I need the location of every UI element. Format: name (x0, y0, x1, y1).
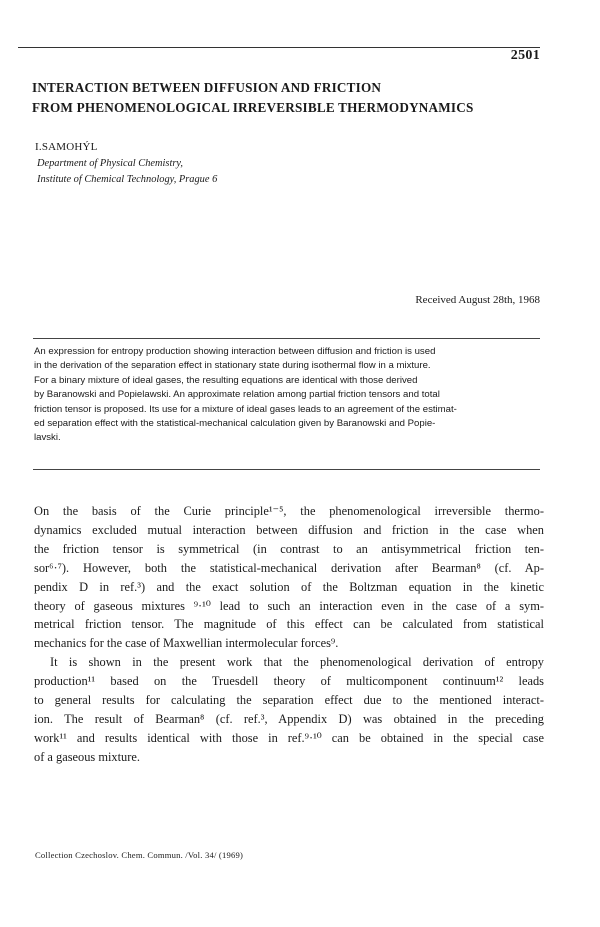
body-line: pendix D in ref.³) and the exact solution of the Boltzman equation in the kinetic (34, 579, 544, 594)
article-title (32, 78, 552, 118)
author-affiliation (37, 156, 217, 188)
header-rule (18, 47, 540, 48)
body-line: ion. The result of Bearman⁸ (cf. ref.³, Appendix D) was obtained in the preceding (34, 711, 544, 726)
affiliation-line: Department of Physical Chemistry, (37, 158, 184, 169)
abstract-line: For a binary mixture of ideal gases, the resulting equations are identical with those derived (34, 374, 418, 386)
abstract-line: by Baranowski and Popielawski. An approximate relation among partial friction tensors and total (34, 389, 440, 401)
abstract (34, 345, 540, 446)
body-line: On the basis of the Curie principle¹⁻⁵, the phenomenological irreversible thermo- (34, 504, 544, 518)
abstract-line: ed separation effect with the statistical-mechanical calculation given by Baranowski and Popie- (34, 418, 436, 430)
title-line: FROM PHENOMENOLOGICAL IRREVERSIBLE THERMODYNAMICS (32, 100, 474, 115)
body-line: dynamics excluded mutual interaction between diffusion and friction in the case when (34, 522, 544, 537)
body-line: to general results for calculating the separation effect due to the mentioned interact- (34, 693, 544, 708)
abstract-line: in the derivation of the separation effect in stationary state during isothermal flow in a mixture. (34, 360, 431, 372)
body-line: mechanics for the case of Maxwellian intermolecular forces⁹. (34, 636, 339, 651)
received-date: Received August 28th, 1968 (415, 294, 540, 306)
abstract-rule-top (33, 338, 540, 339)
abstract-line: lavski. (34, 432, 61, 444)
body-text (34, 502, 544, 767)
body-line: metrical friction tensor. The magnitude of this effect can be calculated from statistical (34, 617, 544, 632)
abstract-line: An expression for entropy production showing interaction between diffusion and friction is used (34, 346, 436, 357)
body-line: It is shown in the present work that the phenomenological derivation of entropy (50, 655, 544, 670)
body-line: the friction tensor is symmetrical (in contrast to an antisymmetrical friction ten- (34, 541, 544, 556)
affiliation-line: Institute of Chemical Technology, Prague 6 (37, 174, 218, 185)
title-line: INTERACTION BETWEEN DIFFUSION AND FRICTION (32, 80, 382, 95)
abstract-rule-bottom (33, 469, 540, 470)
body-line: theory of gaseous mixtures ⁹·¹⁰ lead to such an interaction even in the case of a sym- (34, 598, 544, 613)
body-line: of a gaseous mixture. (34, 749, 140, 764)
body-line: production¹¹ based on the Truesdell theory of multicomponent continuum¹² leads (34, 674, 544, 689)
body-line: work¹¹ and results identical with those in ref.⁹·¹⁰ can be obtained in the special case (34, 730, 544, 745)
body-line: sor⁶·⁷). However, both the statistical-mechanical derivation after Bearman⁸ (cf. Ap- (34, 560, 544, 575)
page-number: 2501 (510, 48, 540, 63)
author-name: I.SAMOHÝL (35, 141, 98, 153)
paragraph-2 (34, 653, 544, 766)
abstract-line: friction tensor is proposed. Its use for a mixture of ideal gases leads to an agreement of the estimat- (34, 403, 457, 415)
journal-footer: Collection Czechoslov. Chem. Commun. /Vol. 34/ (1969) (35, 850, 244, 860)
paragraph-1 (34, 502, 544, 653)
